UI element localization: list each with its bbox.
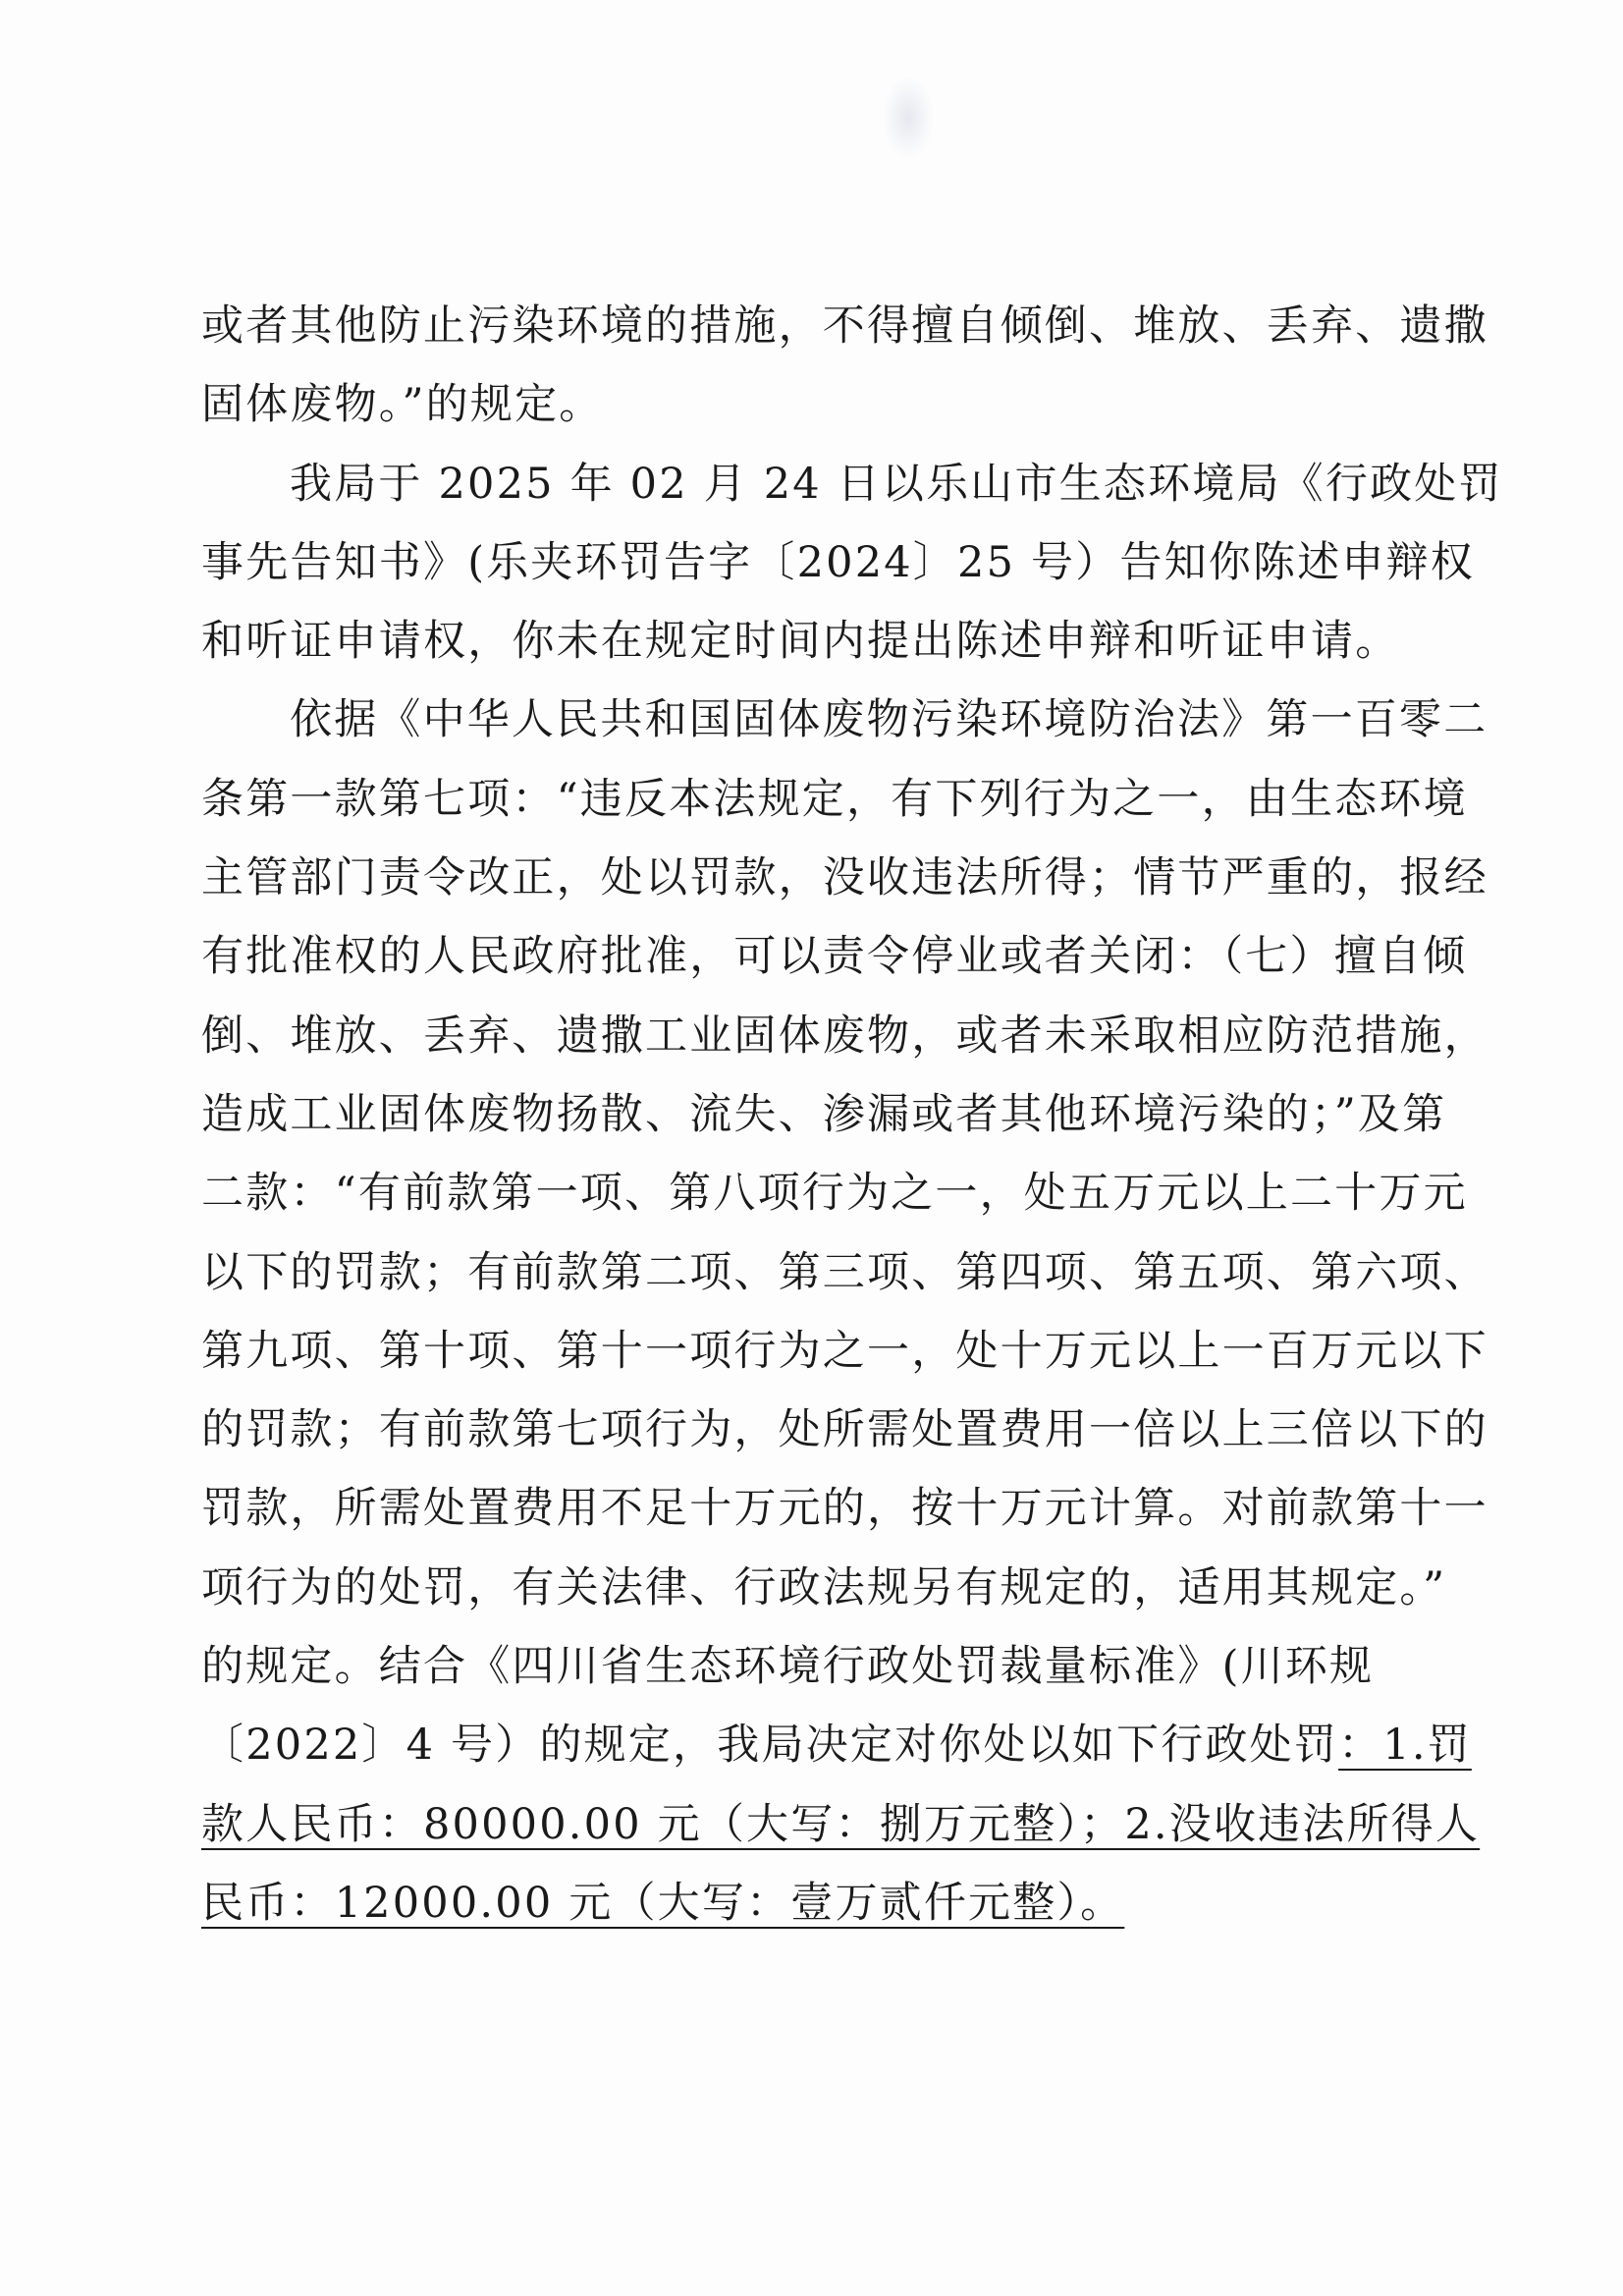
text-line: 的罚款；有前款第七项行为，处所需处置费用一倍以上三倍以下的 bbox=[201, 1405, 1488, 1455]
text-line bbox=[201, 1864, 1409, 1942]
text-line: 项行为的处罚，有关法律、行政法规另有规定的，适用其规定。” bbox=[201, 1562, 1447, 1613]
text-line: 二款：“有前款第一项、第八项行为之一，处五万元以上二十万元 bbox=[201, 1169, 1468, 1219]
text-line: 事先告知书》(乐夹环罚告字〔2024〕25 号）告知你陈述申辩权 bbox=[201, 537, 1475, 587]
text-line: 条第一款第七项：“违反本法规定，有下列行为之一，由生态环境 bbox=[201, 774, 1468, 824]
text-line bbox=[201, 1706, 1472, 1784]
paragraph-start-line: 我局于 2025 年 02 月 24 日以乐山市生态环境局《行政处罚 bbox=[290, 459, 1503, 509]
text-line bbox=[201, 1785, 1481, 1864]
penalty-underlined-text: 民币：12000.00 元（大写：壹万贰仟元整）。 bbox=[201, 1878, 1125, 1928]
text-line: 以下的罚款；有前款第二项、第三项、第四项、第五项、第六项、 bbox=[201, 1247, 1488, 1297]
text-line: 主管部门责令改正，处以罚款，没收违法所得；情节严重的，报经 bbox=[201, 853, 1488, 903]
penalty-underlined-text: ：1.罚 bbox=[1338, 1721, 1472, 1771]
text-line: 第九项、第十项、第十一项行为之一，处十万元以上一百万元以下 bbox=[201, 1326, 1488, 1376]
penalty-underlined-text: 款人民币：80000.00 元（大写：捌万元整）；2.没收违法所得人 bbox=[201, 1799, 1481, 1849]
seal-watermark bbox=[884, 79, 933, 157]
text-line: 造成工业固体废物扬散、流失、渗漏或者其他环境污染的；”及第 bbox=[201, 1089, 1447, 1139]
text-line: 倒、堆放、丢弃、遗撒工业固体废物，或者未采取相应防范措施， bbox=[201, 1011, 1488, 1061]
text-line: 有批准权的人民政府批准，可以责令停业或者关闭：（七）擅自倾 bbox=[201, 932, 1468, 982]
text-line: 罚款，所需处置费用不足十万元的，按十万元计算。对前款第十一 bbox=[201, 1484, 1488, 1534]
text-line: 固体废物。”的规定。 bbox=[201, 380, 604, 430]
text-line: 或者其他防止污染环境的措施，不得擅自倾倒、堆放、丢弃、遗撒 bbox=[201, 301, 1488, 351]
document-body bbox=[201, 287, 1503, 1942]
paragraph-start-line: 依据《中华人民共和国固体废物污染环境防治法》第一百零二 bbox=[290, 695, 1488, 745]
text-line: 和听证申请权，你未在规定时间内提出陈述申辩和听证申请。 bbox=[201, 617, 1400, 667]
text-line: 的规定。结合《四川省生态环境行政处罚裁量标准》(川环规 bbox=[201, 1642, 1375, 1692]
text-segment: 〔2022〕4 号）的规定，我局决定对你处以如下行政处罚 bbox=[201, 1721, 1339, 1771]
